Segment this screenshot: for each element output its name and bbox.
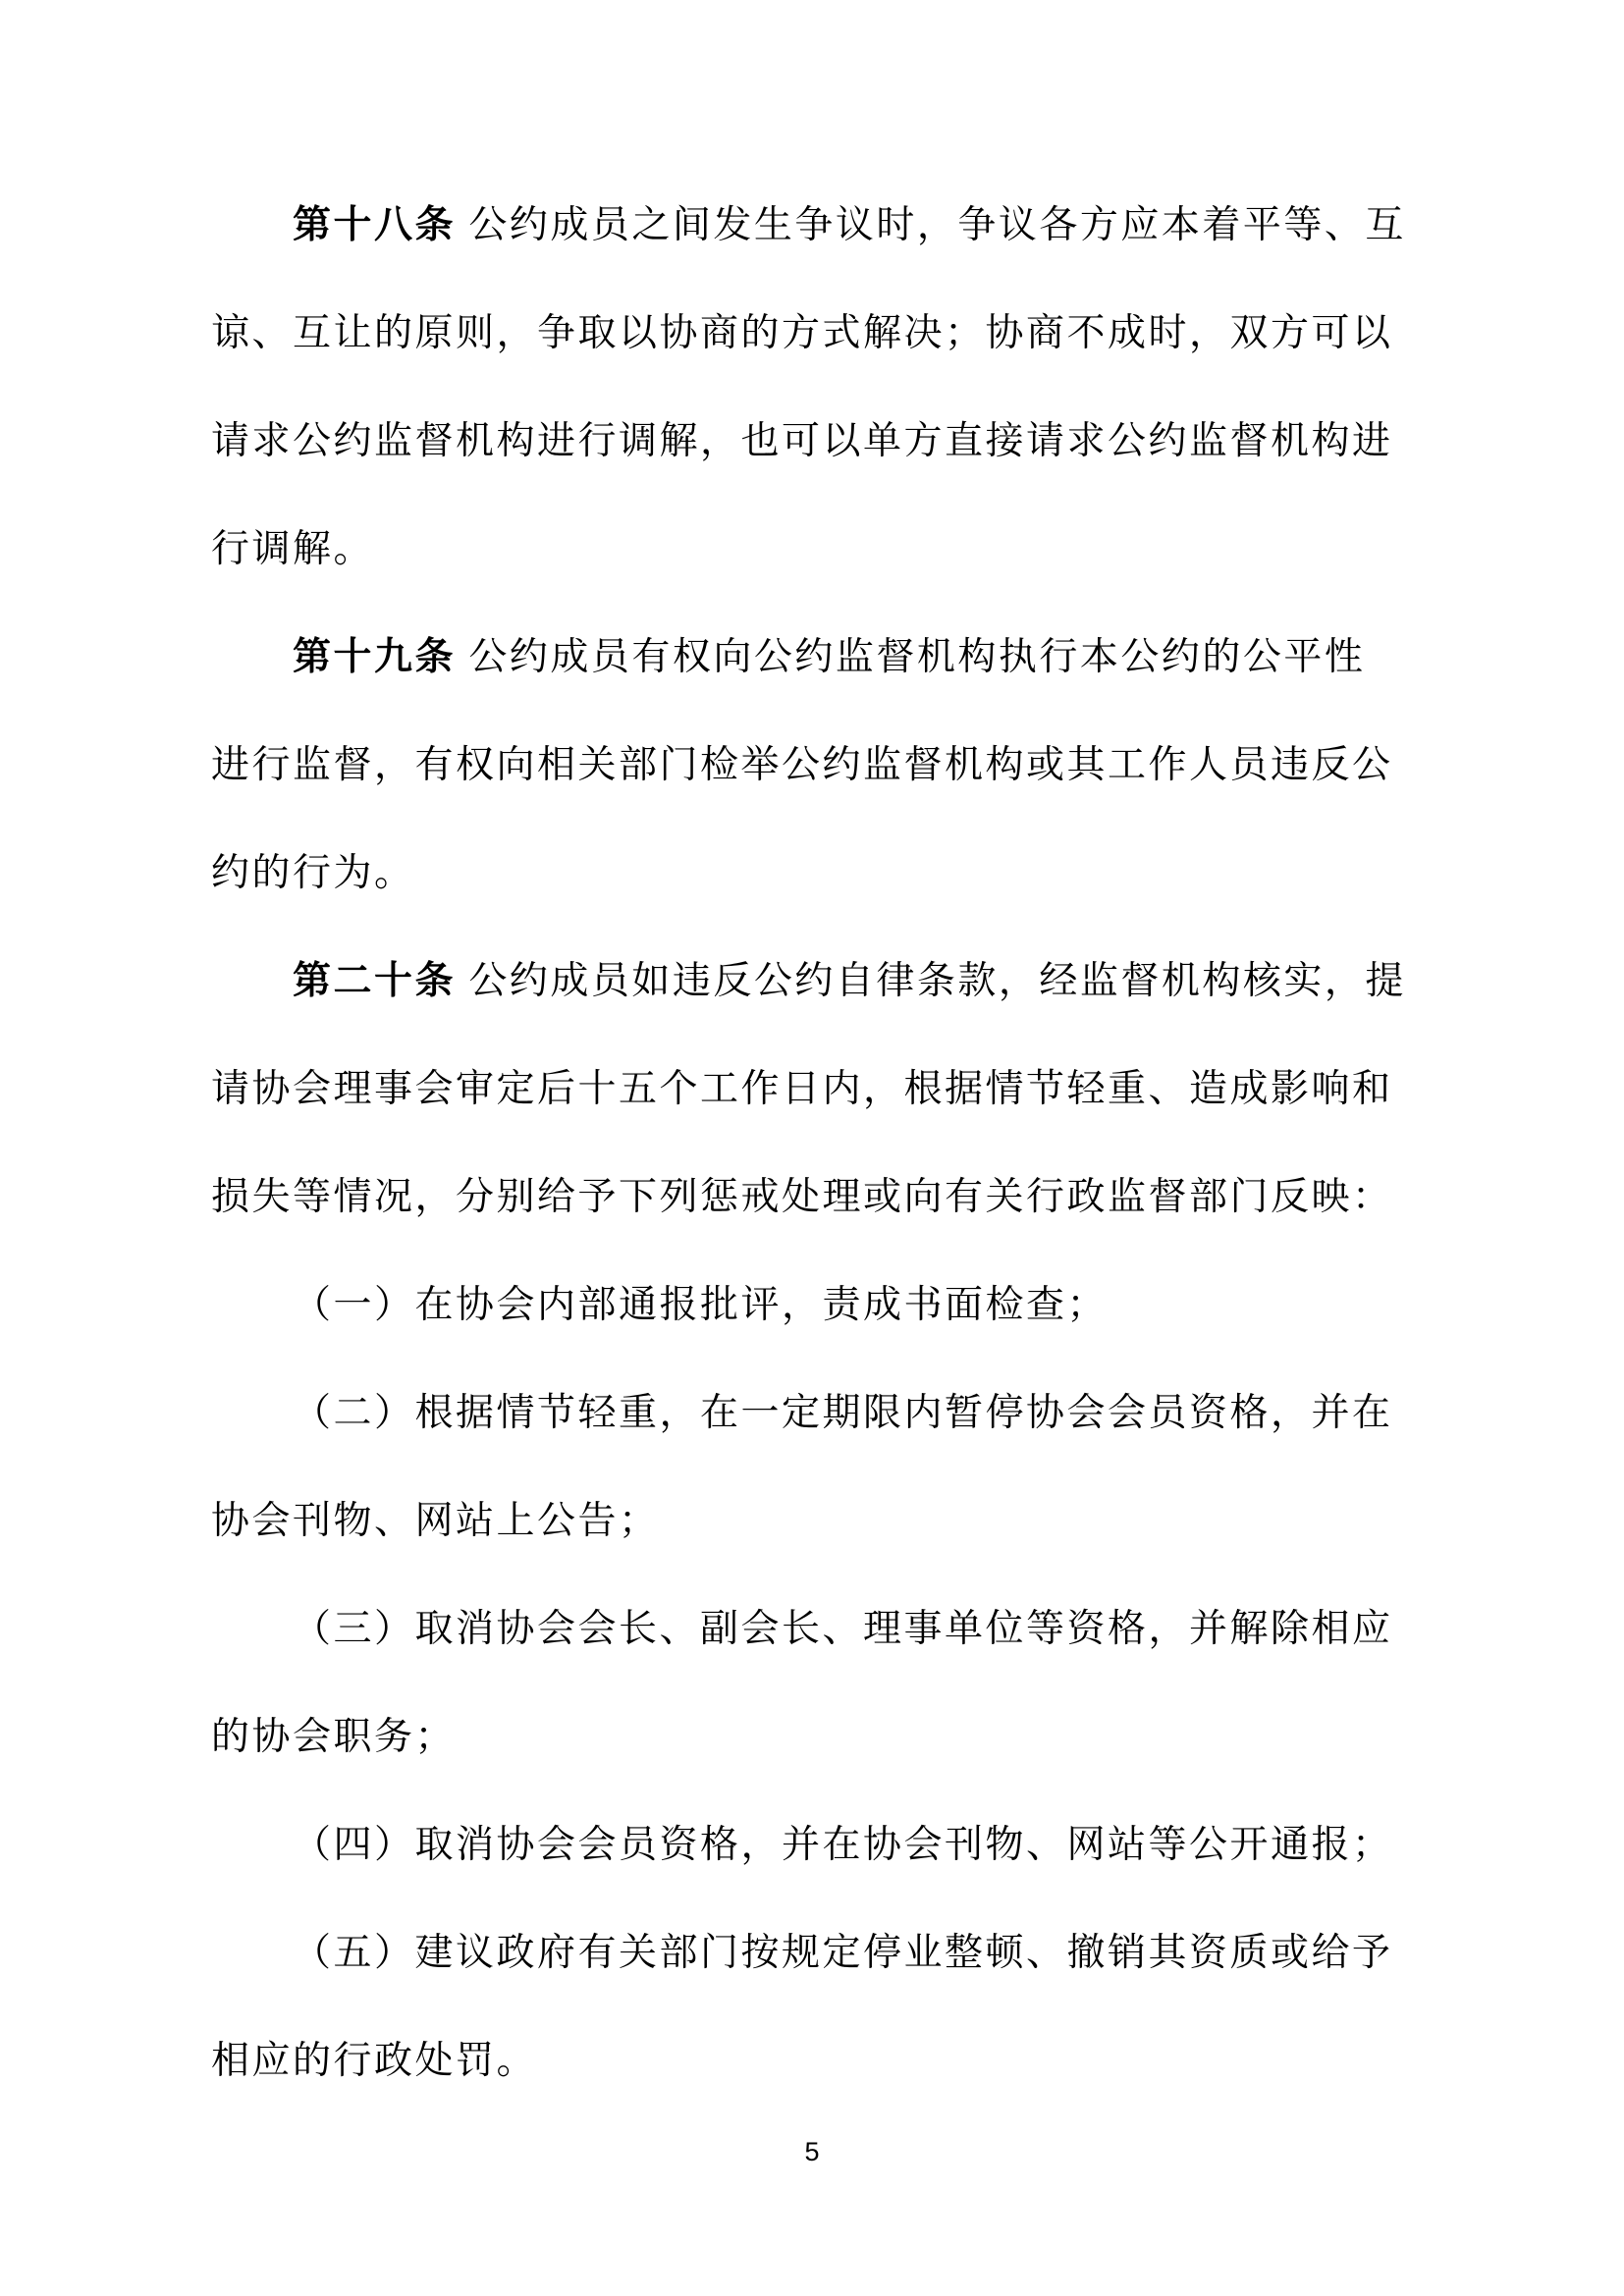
text-segment: 请求公约监督机构进行调解，也可以单方直接请求公约监督机构进 (211, 420, 1393, 462)
text-segment: 行调解。 (211, 528, 375, 570)
text-segment: 公约成员有权向公约监督机构执行本公约的公平性 (456, 636, 1366, 678)
text-line (211, 172, 1414, 280)
text-line (211, 1144, 1414, 1252)
text-segment: （一）在协会内部通报批评，责成书面检查； (293, 1284, 1109, 1326)
page-number: 5 (804, 2137, 820, 2166)
text-segment: （五）建议政府有关部门按规定停业整顿、撤销其资质或给予 (293, 1932, 1393, 1974)
text-segment: 公约成员之间发生争议时，争议各方应本着平等、互 (456, 204, 1406, 246)
text-line (211, 604, 1414, 712)
text-line (211, 820, 1414, 928)
text-line (211, 1791, 1414, 1899)
text-segment: 进行监督，有权向相关部门检举公约监督机构或其工作人员违反公 (211, 744, 1393, 786)
text-line (211, 388, 1414, 496)
text-segment: 谅、互让的原则，争取以协商的方式解决；协商不成时，双方可以 (211, 312, 1393, 354)
text-segment: （四）取消协会会员资格，并在协会刊物、网站等公开通报； (293, 1824, 1393, 1866)
text-line (211, 928, 1414, 1036)
text-line (211, 280, 1414, 388)
article-heading: 第二十条 (293, 960, 457, 1002)
text-segment: 相应的行政处罚。 (211, 2040, 538, 2082)
document-body (211, 172, 1414, 2115)
text-line (211, 712, 1414, 820)
text-segment: 协会刊物、网站上公告； (211, 1500, 660, 1542)
text-segment: （二）根据情节轻重，在一定期限内暂停协会会员资格，并在 (293, 1392, 1393, 1434)
article-heading: 第十八条 (293, 204, 457, 246)
text-segment: （三）取消协会会长、副会长、理事单位等资格，并解除相应 (293, 1608, 1393, 1650)
text-line (211, 1683, 1414, 1791)
text-line (211, 1252, 1414, 1360)
text-segment: 公约成员如违反公约自律条款，经监督机构核实，提 (456, 960, 1406, 1002)
text-segment: 损失等情况，分别给予下列惩戒处理或向有关行政监督部门反映： (211, 1176, 1393, 1218)
text-line (211, 1575, 1414, 1683)
text-segment: 请协会理事会审定后十五个工作日内，根据情节轻重、造成影响和 (211, 1068, 1393, 1110)
text-line (211, 1899, 1414, 2007)
article-heading: 第十九条 (293, 636, 457, 678)
text-line (211, 1036, 1414, 1144)
text-line (211, 496, 1414, 604)
text-line (211, 2007, 1414, 2115)
text-line (211, 1360, 1414, 1468)
text-line (211, 1468, 1414, 1575)
text-segment: 的协会职务； (211, 1716, 457, 1758)
text-segment: 约的行为。 (211, 852, 415, 894)
